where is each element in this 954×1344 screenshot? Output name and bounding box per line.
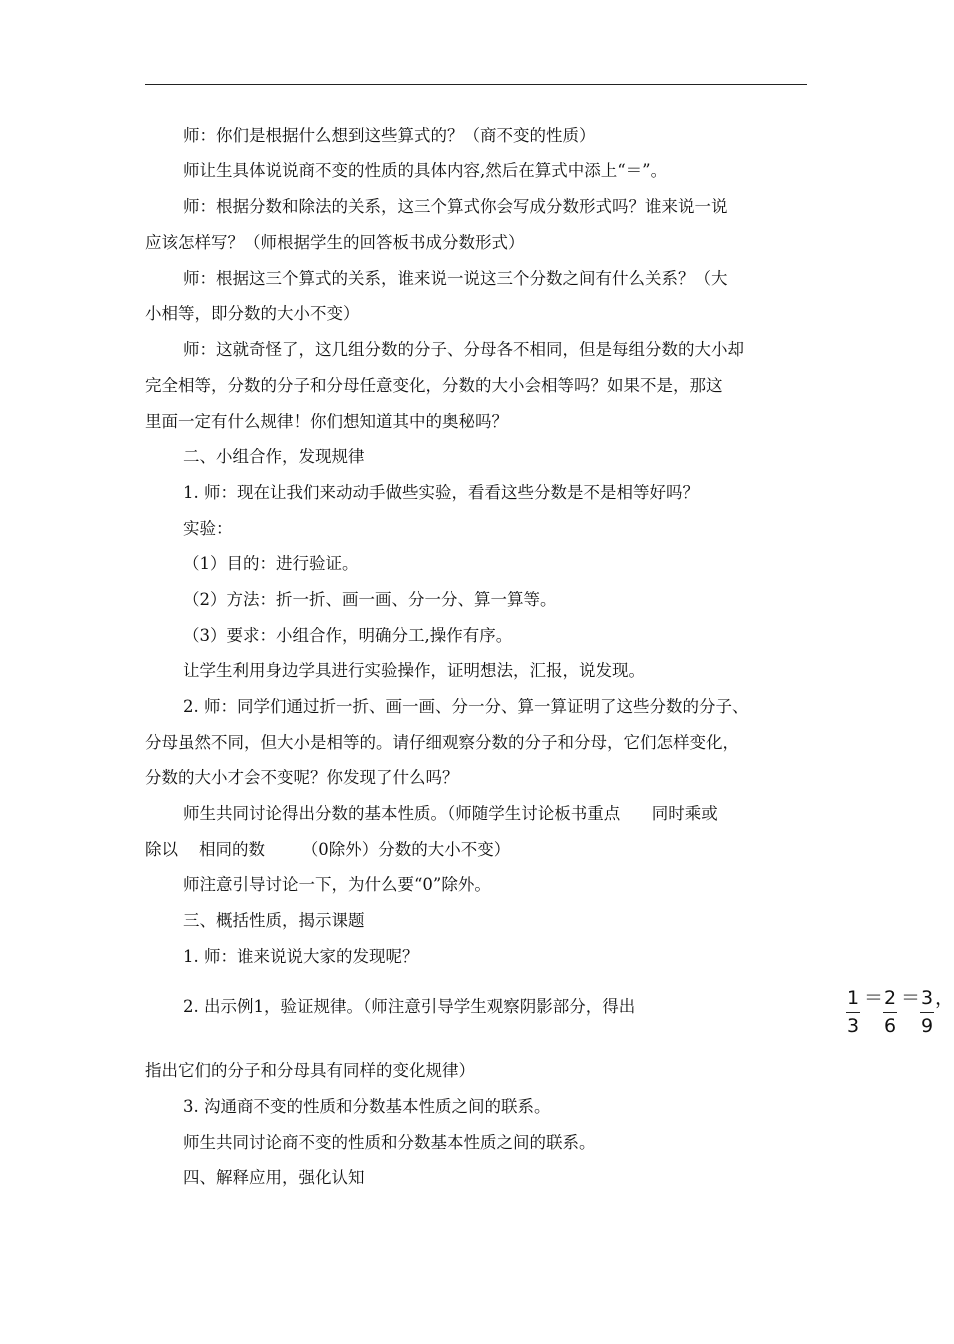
paragraph-line: 1. 师：现在让我们来动动手做些实验，看看这些分数是不是相等好吗？ bbox=[183, 483, 699, 502]
paragraph-line: 师生共同讨论商不变的性质和分数基本性质之间的联系。 bbox=[183, 1133, 596, 1152]
fraction-denominator: 9 bbox=[920, 1015, 934, 1037]
header-rule bbox=[145, 84, 807, 85]
fraction-numerator: 3 bbox=[920, 987, 934, 1009]
paragraph-line: 师：你们是根据什么想到这些算式的？（商不变的性质） bbox=[183, 126, 596, 145]
paragraph-line: 实验： bbox=[183, 519, 233, 538]
paragraph-line: 分数的大小才会不变呢？你发现了什么吗？ bbox=[145, 768, 459, 787]
list-item: （3）要求：小组合作，明确分工,操作有序。 bbox=[183, 626, 513, 645]
paragraph-line: 应该怎样写？（师根据学生的回答板书成分数形式） bbox=[145, 233, 525, 252]
paragraph-line: 2. 师：同学们通过折一折、画一画、分一分、算一算证明了这些分数的分子、 bbox=[183, 697, 749, 716]
paragraph-line: 完全相等，分数的分子和分母任意变化，分数的大小会相等吗？如果不是，那这 bbox=[145, 376, 723, 395]
paragraph-line: 分母虽然不同，但大小是相等的。请仔细观察分数的分子和分母，它们怎样变化， bbox=[145, 733, 739, 752]
example-line bbox=[145, 986, 954, 1042]
comma: ， bbox=[935, 987, 954, 1009]
list-item: （1）目的：进行验证。 bbox=[183, 554, 359, 573]
paragraph-line: 师生共同讨论得出分数的基本性质。（师随学生讨论板书重点 同时乘或 bbox=[183, 804, 718, 823]
paragraph-line: 1. 师：谁来说说大家的发现呢？ bbox=[183, 947, 419, 966]
paragraph-line: 里面一定有什么规律！你们想知道其中的奥秘吗？ bbox=[145, 412, 508, 431]
example-text: 2. 出示例1，验证规律。（师注意引导学生观察阴影部分，得出 bbox=[183, 997, 636, 1016]
equals-sign: ＝ bbox=[901, 987, 921, 1009]
paragraph-line: 师：这就奇怪了，这几组分数的分子、分母各不相同，但是每组分数的大小却 bbox=[183, 340, 744, 359]
paragraph-line: 师：根据分数和除法的关系，这三个算式你会写成分数形式吗？谁来说一说 bbox=[183, 197, 728, 216]
section-heading: 四、解释应用，强化认知 bbox=[183, 1168, 365, 1187]
list-item: （2）方法：折一折、画一画、分一分、算一算等。 bbox=[183, 590, 557, 609]
fraction-bar bbox=[846, 1012, 860, 1013]
fraction-numerator: 1 bbox=[846, 987, 860, 1009]
fraction-bar bbox=[920, 1012, 934, 1013]
fraction-bar bbox=[883, 1012, 897, 1013]
paragraph-line: 除以 相同的数 （0除外）分数的大小不变） bbox=[145, 840, 511, 859]
paragraph-line: 让学生利用身边学具进行实验操作，证明想法，汇报，说发现。 bbox=[183, 661, 645, 680]
paragraph-line: 小相等，即分数的大小不变） bbox=[145, 304, 360, 323]
paragraph-line: 3. 沟通商不变的性质和分数基本性质之间的联系。 bbox=[183, 1097, 551, 1116]
section-heading: 三、概括性质，揭示课题 bbox=[183, 911, 365, 930]
fraction-denominator: 6 bbox=[883, 1015, 897, 1037]
fraction-denominator: 3 bbox=[846, 1015, 860, 1037]
paragraph-line: 师注意引导讨论一下，为什么要“0”除外。 bbox=[183, 875, 491, 894]
paragraph-line: 师让生具体说说商不变的性质的具体内容,然后在算式中添上“＝”。 bbox=[183, 161, 668, 180]
paragraph-line: 师：根据这三个算式的关系，谁来说一说这三个分数之间有什么关系？（大 bbox=[183, 269, 728, 288]
fraction-numerator: 2 bbox=[883, 987, 897, 1009]
equals-sign: ＝ bbox=[864, 987, 884, 1009]
paragraph-line: 指出它们的分子和分母具有同样的变化规律） bbox=[145, 1061, 475, 1080]
section-heading: 二、小组合作，发现规律 bbox=[183, 447, 365, 466]
